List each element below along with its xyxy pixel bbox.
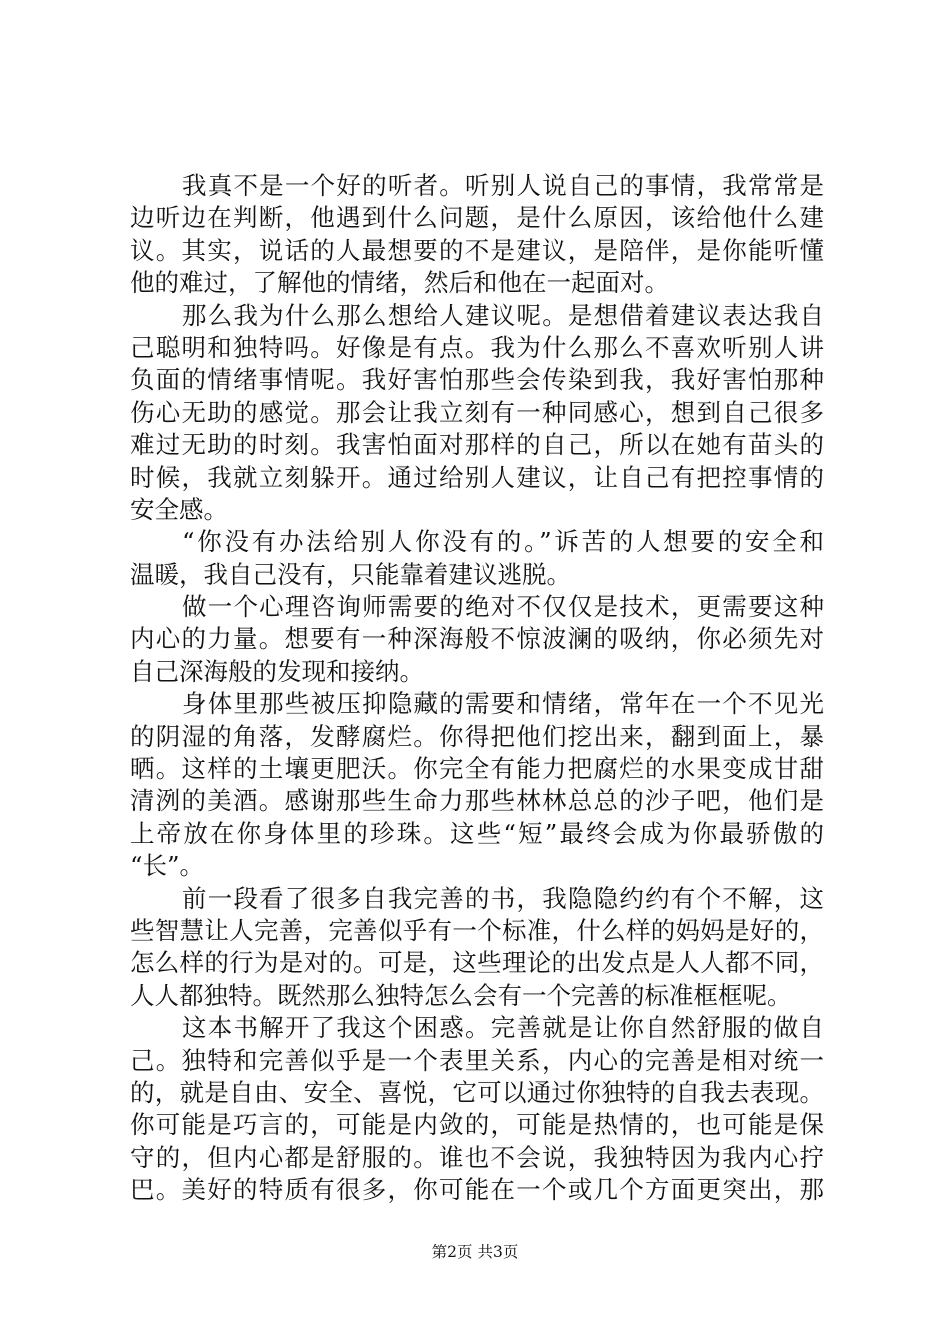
paragraph [130, 170, 824, 300]
text-line: 的阴湿的角落，发酵腐烂。你得把他们挖出来，翻到面上，暴 [130, 721, 824, 751]
text-line: “你没有办法给别人你没有的。”诉苦的人想要的安全和 [182, 527, 824, 557]
text-line: 伤心无助的感觉。那会让我立刻有一种同感心，想到自己很多 [130, 397, 824, 427]
text-line: 的，就是自由、安全、喜悦，它可以通过你独特的自我去表现。 [130, 1077, 824, 1107]
text-line: 时候，我就立刻躲开。通过给别人建议，让自己有把控事情的 [130, 462, 824, 492]
text-line: 上帝放在你身体里的珍珠。这些“短”最终会成为你最骄傲的 [130, 818, 824, 848]
paragraph [130, 300, 824, 527]
paragraph [130, 591, 824, 688]
text-line: 温暖，我自己没有，只能靠着建议逃脱。 [130, 559, 571, 589]
text-line: 自己深海般的发现和接纳。 [130, 656, 424, 686]
text-line: 边听边在判断，他遇到什么问题，是什么原因，该给他什么建 [130, 203, 824, 233]
text-line: 我真不是一个好的听者。听别人说自己的事情，我常常是 [182, 171, 824, 200]
text-line: 些智慧让人完善，完善似乎有一个标准，什么样的妈妈是好的， [130, 915, 824, 945]
text-line: 巴。美好的特质有很多，你可能在一个或几个方面更突出，那 [130, 1175, 824, 1205]
text-line: 己聪明和独特吗。好像是有点。我为什么那么不喜欢听别人讲 [130, 332, 824, 362]
document-body [130, 170, 824, 1207]
text-line: 难过无助的时刻。我害怕面对那样的自己，所以在她有苗头的 [130, 430, 824, 460]
text-line: 负面的情绪事情呢。我好害怕那些会传染到我，我好害怕那种 [130, 365, 824, 395]
text-line: “长”。 [130, 851, 205, 881]
text-line: 议。其实，说话的人最想要的不是建议，是陪伴，是你能听懂 [130, 235, 824, 265]
text-line: 内心的力量。想要有一种深海般不惊波澜的吸纳，你必须先对 [130, 624, 824, 654]
text-line: 晒。这样的土壤更肥沃。你完全有能力把腐烂的水果变成甘甜 [130, 754, 824, 784]
text-line: 守的，但内心都是舒服的。谁也不会说，我独特因为我内心拧 [130, 1142, 824, 1172]
paragraph [130, 688, 824, 882]
text-line: 身体里那些被压抑隐藏的需要和情绪，常年在一个不见光 [182, 689, 824, 719]
text-line: 怎么样的行为是对的。可是，这些理论的出发点是人人都不同， [130, 948, 824, 978]
paragraph [130, 1012, 824, 1206]
text-line: 你可能是巧言的，可能是内敛的，可能是热情的，也可能是保 [130, 1110, 824, 1140]
text-line: 他的难过，了解他的情绪，然后和他在一起面对。 [130, 268, 669, 298]
text-line: 清洌的美酒。感谢那些生命力那些林林总总的沙子吧，他们是 [130, 786, 824, 816]
text-line: 这本书解开了我这个困惑。完善就是让你自然舒服的做自 [182, 1013, 824, 1043]
paragraph [130, 526, 824, 591]
text-line: 前一段看了很多自我完善的书，我隐隐约约有个不解，这 [182, 883, 824, 913]
text-line: 做一个心理咨询师需要的绝对不仅仅是技术，更需要这种 [182, 592, 824, 622]
page-footer: 第2页 共3页 [431, 1243, 519, 1261]
paragraph [130, 883, 824, 1013]
text-line: 安全感。 [130, 494, 228, 524]
text-line: 己。独特和完善似乎是一个表里关系，内心的完善是相对统一 [130, 1045, 824, 1075]
text-line: 人人都独特。既然那么独特怎么会有一个完善的标准框框呢。 [130, 980, 792, 1010]
text-line: 那么我为什么那么想给人建议呢。是想借着建议表达我自 [182, 300, 824, 330]
